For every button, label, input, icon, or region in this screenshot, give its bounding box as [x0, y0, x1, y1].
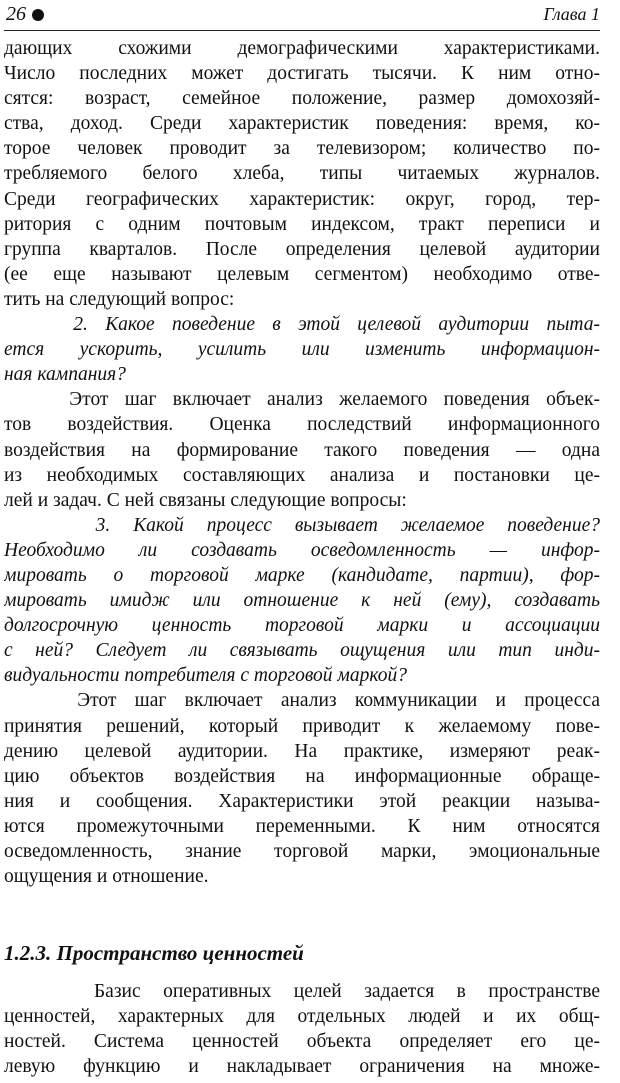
- text-line: торое человек проводит за телевизором; количество по-: [4, 138, 600, 160]
- text-line: дающих схожими демографическими характеристиками.: [4, 38, 600, 59]
- page-header: [4, 0, 600, 31]
- text-line: 2. Какое поведение в этой целевой аудитории пыта-: [4, 314, 600, 336]
- page-number-text: 26: [6, 3, 26, 25]
- text-line: ется ускорить, усилить или изменить информацион-: [4, 339, 600, 361]
- text-line: группа кварталов. После определения целевой аудитории: [4, 238, 600, 260]
- text-line: с ней? Следует ли связывать ощущения или тип инди-: [4, 640, 600, 662]
- text-line: мировать о торговой марке (кандидате, партии), фор-: [4, 564, 600, 586]
- text-line: ритория с одним почтовым индексом, тракт переписи и: [4, 213, 600, 235]
- text-line: ния и сообщения. Характеристики этой реакции называ-: [4, 790, 600, 812]
- body-text: [4, 36, 600, 889]
- text-line: ная кампания?: [4, 364, 126, 386]
- text-line: Этот шаг включает анализ коммуникации и процесса: [4, 690, 600, 712]
- text-line: лей и задач. С ней связаны следующие вопросы:: [4, 489, 407, 511]
- text-line: воздействия на формирование такого поведения — одна: [4, 439, 600, 461]
- text-line: левую функцию и накладывает ограничения на множе-: [4, 1056, 600, 1078]
- text-line: из необходимых составляющих анализа и постановки це-: [4, 464, 600, 486]
- text-line: долгосрочную ценность торговой марки и ассоциации: [4, 615, 600, 637]
- bullet-icon: [32, 9, 44, 21]
- text-line: ностей. Система ценностей объекта определяет его це-: [4, 1031, 600, 1053]
- text-line: Этот шаг включает анализ желаемого поведения объек-: [4, 389, 600, 411]
- text-line: ценностей, характерных для отдельных людей и их общ-: [4, 1006, 600, 1028]
- text-line: ются промежуточными переменными. К ним относятся: [4, 815, 600, 837]
- text-line: тить на следующий вопрос:: [4, 288, 235, 310]
- text-line: Число последних может достигать тысячи. К ним отно-: [4, 63, 600, 85]
- text-line: сятся: возраст, семейное положение, размер домохозяй-: [4, 88, 600, 110]
- text-line: 3. Какой процесс вызывает желаемое поведение?: [4, 514, 600, 536]
- text-line: Необходимо ли создавать осведомленность — инфор-: [4, 539, 600, 561]
- text-line: осведомленность, знание торговой марки, эмоциональные: [4, 841, 600, 862]
- text-line: дению целевой аудитории. На практике, измеряют реак-: [4, 740, 600, 762]
- section-text: [4, 979, 600, 1079]
- text-line: ства, доход. Среди характеристик поведения: время, ко-: [4, 113, 600, 135]
- text-line: ощущения и отношение.: [4, 866, 209, 888]
- text-line: мировать имидж или отношение к ней (ему), создавать: [4, 590, 600, 612]
- text-line: видуальности потребителя с торговой маркой?: [4, 665, 407, 687]
- text-line: цию объектов воздействия на информационные обраще-: [4, 765, 600, 787]
- text-line: Среди географических характеристик: округ, город, тер-: [4, 188, 600, 210]
- text-line: (ее еще называют целевым сегментом) необходимо отве-: [4, 263, 600, 285]
- text-line: Базис оперативных целей задается в пространстве: [4, 981, 600, 1002]
- section-heading: 1.2.3. Пространство ценностей: [4, 941, 304, 965]
- page-number: [6, 3, 44, 26]
- chapter-title: Глава 1: [543, 4, 600, 24]
- text-line: тов воздействия. Оценка последствий информационного: [4, 414, 600, 436]
- text-line: требляемого белого хлеба, типы читаемых журналов.: [4, 163, 600, 185]
- text-line: принятия решений, который приводит к желаемому пове-: [4, 715, 600, 737]
